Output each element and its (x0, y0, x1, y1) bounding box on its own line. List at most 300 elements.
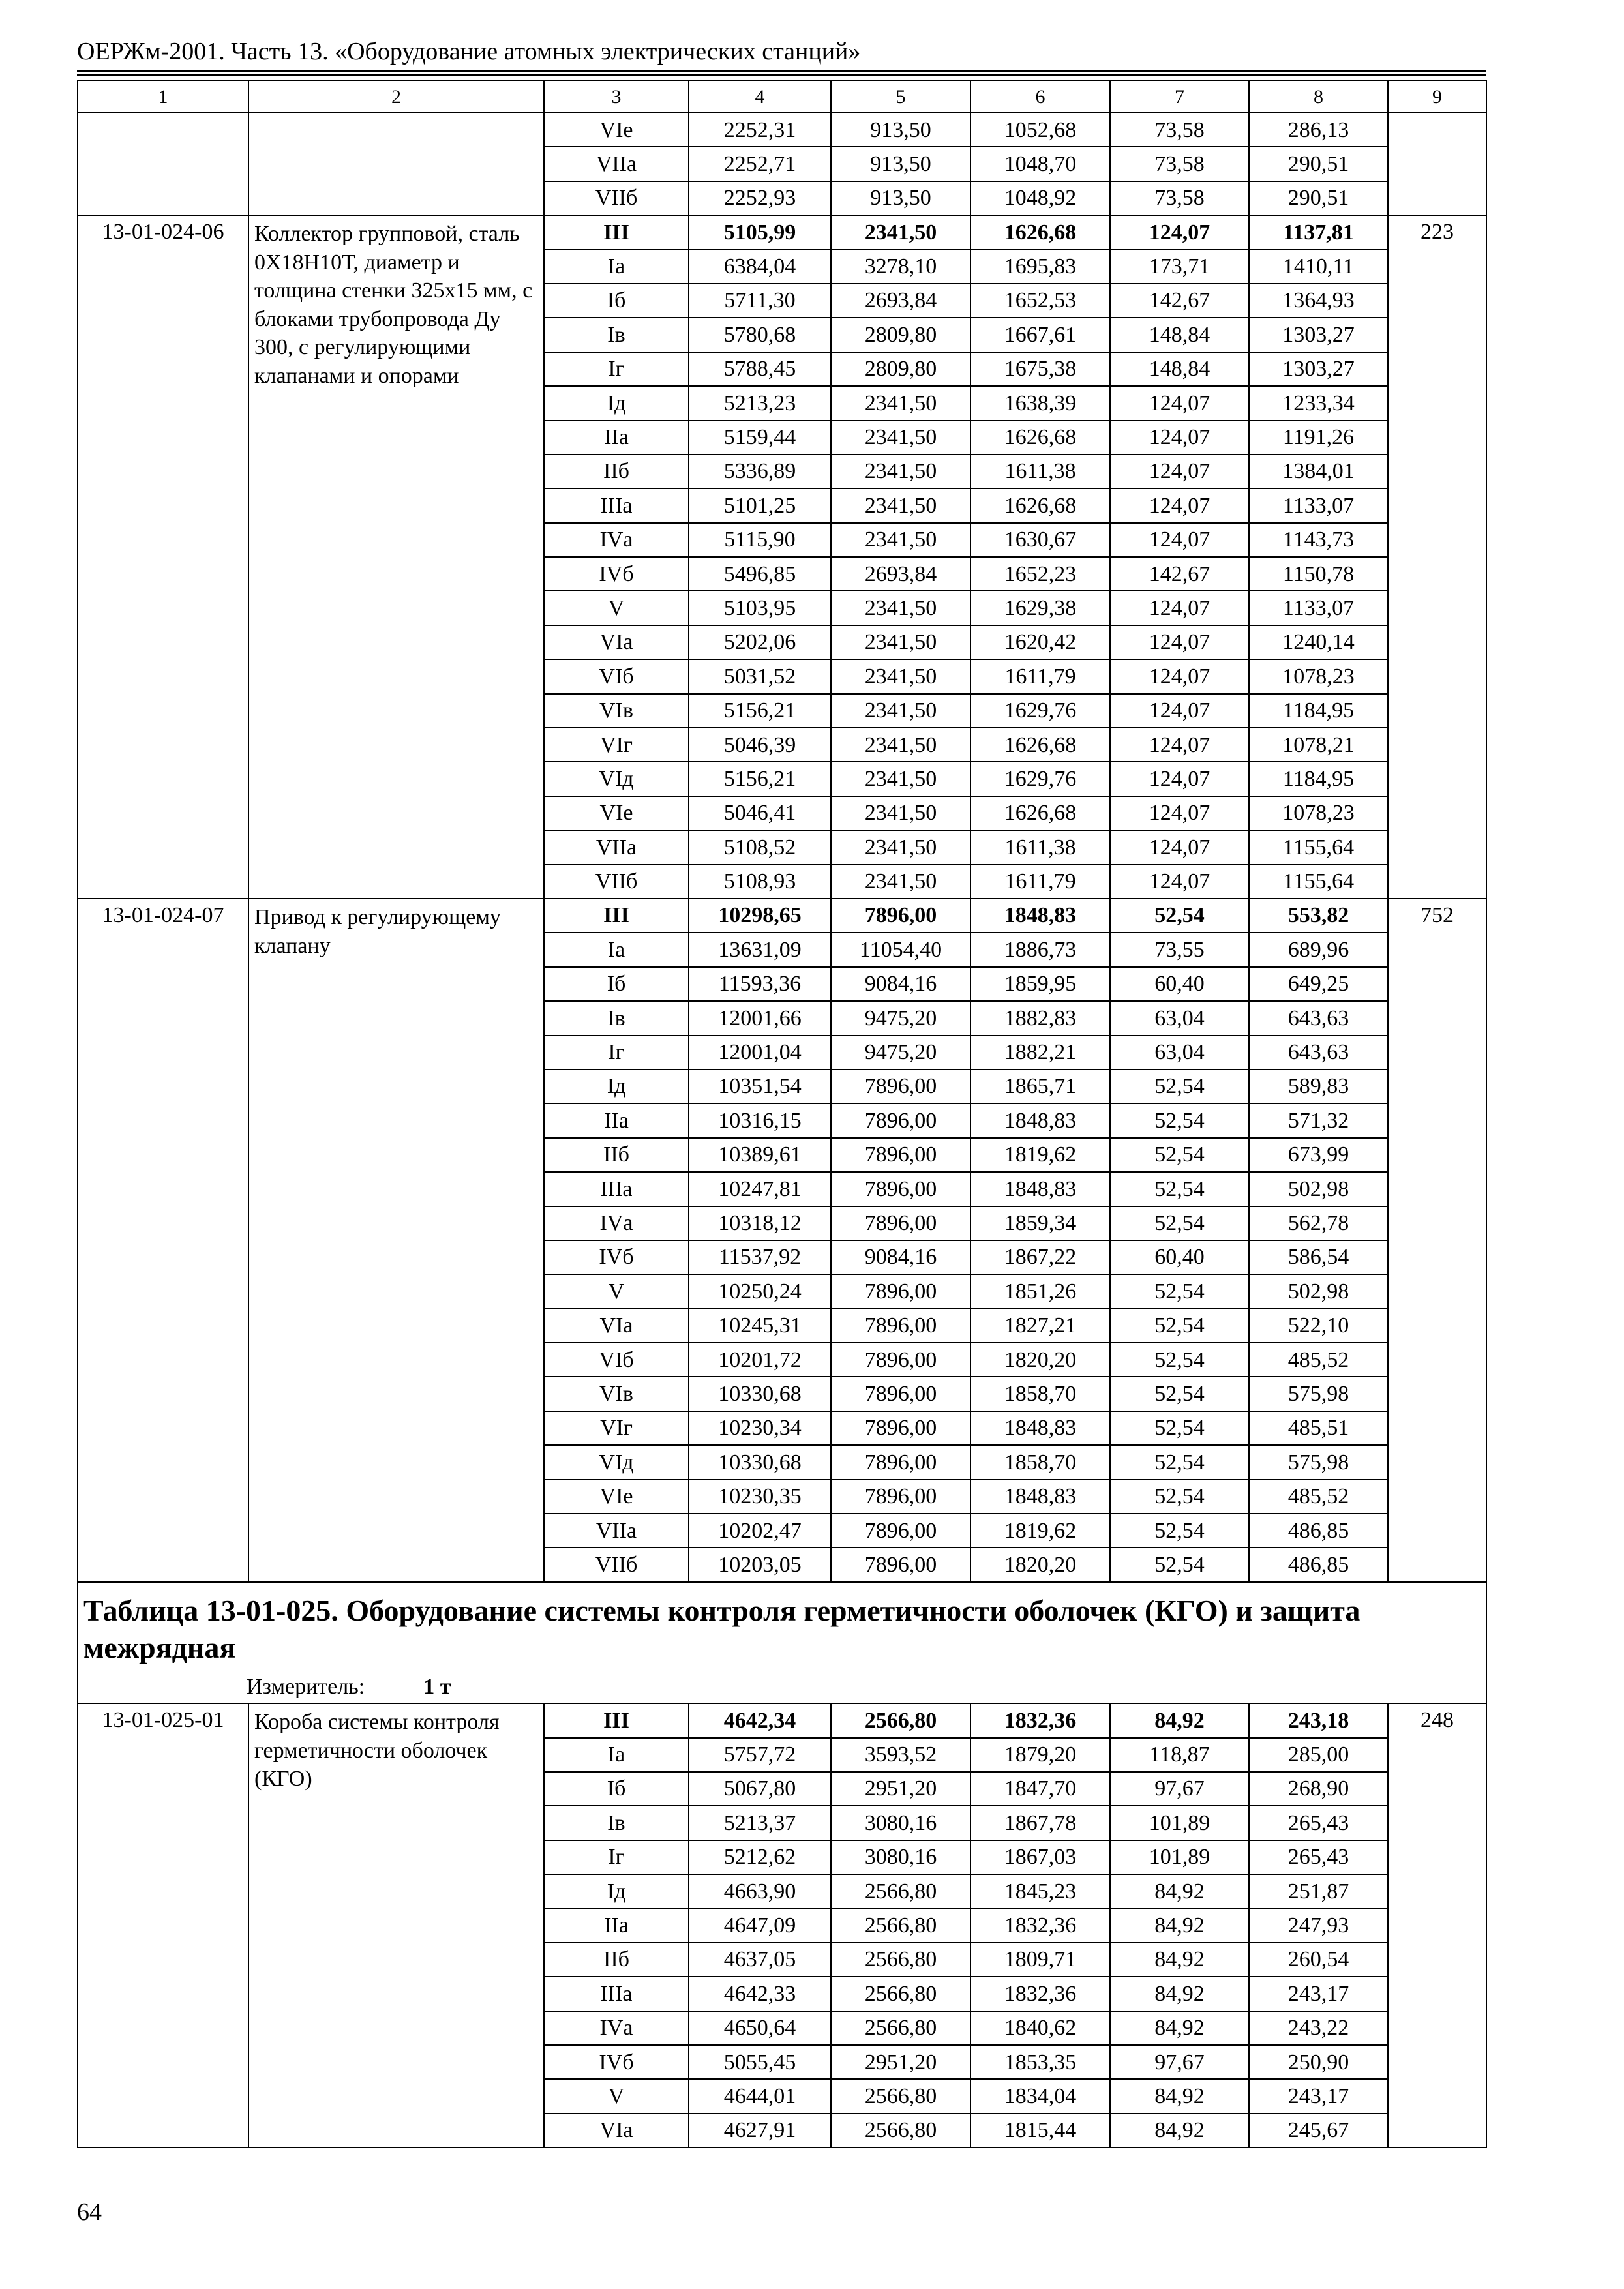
cell-region: Iб (544, 284, 689, 318)
cell-driver-wages: 52,54 (1110, 1411, 1249, 1445)
cell-machines: 1629,38 (970, 591, 1110, 625)
cell-driver-wages: 84,92 (1110, 1943, 1249, 1977)
cell-materials: 1133,07 (1249, 488, 1388, 522)
cell-wages: 7896,00 (831, 1480, 970, 1514)
cell-materials: 485,52 (1249, 1480, 1388, 1514)
cell-wages: 2341,50 (831, 421, 970, 455)
cell-materials: 673,99 (1249, 1138, 1388, 1172)
cell-machines: 1626,68 (970, 488, 1110, 522)
cell-machines: 1819,62 (970, 1138, 1110, 1172)
cell-region: Iа (544, 1738, 689, 1772)
cell-region: III (544, 215, 689, 249)
table-body (78, 80, 1486, 2147)
cell-materials: 1191,26 (1249, 421, 1388, 455)
cell-total-cost: 10230,35 (689, 1480, 831, 1514)
cell-materials: 1150,78 (1249, 557, 1388, 591)
cell-machines: 1611,38 (970, 455, 1110, 488)
cell-materials: 265,43 (1249, 1840, 1388, 1874)
cell-wages: 913,50 (831, 147, 970, 181)
cell-driver-wages: 52,54 (1110, 1480, 1249, 1514)
cell-driver-wages: 101,89 (1110, 1806, 1249, 1840)
cell-total-cost: 5496,85 (689, 557, 831, 591)
cell-wages: 7896,00 (831, 1206, 970, 1240)
cell-wages: 2566,80 (831, 1977, 970, 2011)
cell-machines: 1867,03 (970, 1840, 1110, 1874)
cell-total-cost: 5780,68 (689, 318, 831, 352)
cell-wages: 7896,00 (831, 1274, 970, 1308)
cell-code: 13-01-024-06 (78, 215, 248, 899)
cell-driver-wages: 84,92 (1110, 1909, 1249, 1943)
cell-wages: 7896,00 (831, 1309, 970, 1343)
cell-machines: 1626,68 (970, 728, 1110, 762)
column-number: 5 (831, 80, 970, 113)
cell-materials: 689,96 (1249, 933, 1388, 966)
cell-total-cost: 5788,45 (689, 352, 831, 386)
cell-machines: 1848,83 (970, 1480, 1110, 1514)
cell-region: IVб (544, 2045, 689, 2079)
cell-wages: 2566,80 (831, 2079, 970, 2113)
column-number: 6 (970, 80, 1110, 113)
cell-materials: 243,18 (1249, 1703, 1388, 1737)
cell-driver-wages: 73,55 (1110, 933, 1249, 966)
cell-total-cost: 11537,92 (689, 1240, 831, 1274)
cell-wages: 2951,20 (831, 2045, 970, 2079)
cell-region: VIIа (544, 1514, 689, 1548)
cell-total-cost: 5103,95 (689, 591, 831, 625)
cell-driver-wages: 73,58 (1110, 113, 1249, 147)
cell-region: Iа (544, 933, 689, 966)
cell-wages: 7896,00 (831, 1377, 970, 1411)
cell-region: Iд (544, 1070, 689, 1103)
cell-machines: 1819,62 (970, 1514, 1110, 1548)
cell-wages: 2341,50 (831, 591, 970, 625)
cell-driver-wages: 52,54 (1110, 1377, 1249, 1411)
cell-total-cost: 4644,01 (689, 2079, 831, 2113)
unit-label: Измеритель: (247, 1674, 365, 1699)
cell-wages: 7896,00 (831, 1411, 970, 1445)
column-number: 3 (544, 80, 689, 113)
cell-driver-wages: 84,92 (1110, 1977, 1249, 2011)
cell-materials: 1155,64 (1249, 830, 1388, 864)
cell-machines: 1652,23 (970, 557, 1110, 591)
column-number: 1 (78, 80, 248, 113)
cell-total-cost: 5711,30 (689, 284, 831, 318)
cell-region: IIа (544, 421, 689, 455)
cell-driver-wages: 148,84 (1110, 352, 1249, 386)
cell-total-cost: 10318,12 (689, 1206, 831, 1240)
cell-region: VIIа (544, 147, 689, 181)
cell-total-cost: 11593,36 (689, 967, 831, 1001)
cell-driver-wages: 52,54 (1110, 1309, 1249, 1343)
cell-total-cost: 10330,68 (689, 1445, 831, 1479)
cell-driver-wages: 124,07 (1110, 523, 1249, 557)
cell-driver-wages: 124,07 (1110, 455, 1249, 488)
cell-materials: 285,00 (1249, 1738, 1388, 1772)
cell-machines: 1630,67 (970, 523, 1110, 557)
header-rule-inner (77, 74, 1486, 76)
cell-materials: 649,25 (1249, 967, 1388, 1001)
cell-materials: 589,83 (1249, 1070, 1388, 1103)
cell-region: Iв (544, 1806, 689, 1840)
cell-total-cost: 6384,04 (689, 250, 831, 284)
section-row (78, 1582, 1486, 1703)
cell-name (248, 113, 544, 215)
cell-driver-wages: 84,92 (1110, 2114, 1249, 2147)
cell-wages: 2566,80 (831, 1703, 970, 1737)
cell-total-cost: 4650,64 (689, 2011, 831, 2045)
cell-region: IIа (544, 1909, 689, 1943)
cell-code (78, 113, 248, 215)
cell-wages: 2341,50 (831, 830, 970, 864)
cell-machines: 1611,38 (970, 830, 1110, 864)
cell-total-cost: 10298,65 (689, 899, 831, 933)
cell-wages: 2951,20 (831, 1772, 970, 1806)
cell-driver-wages: 60,40 (1110, 967, 1249, 1001)
cell-materials: 562,78 (1249, 1206, 1388, 1240)
cell-materials: 643,63 (1249, 1036, 1388, 1070)
cell-wages: 2566,80 (831, 2011, 970, 2045)
cell-region: VIе (544, 113, 689, 147)
cell-region: IIIа (544, 1977, 689, 2011)
cell-wages: 7896,00 (831, 1070, 970, 1103)
table-row (78, 899, 1486, 933)
cell-machines: 1809,71 (970, 1943, 1110, 1977)
cell-total-cost: 10203,05 (689, 1548, 831, 1581)
cell-wages: 2693,84 (831, 557, 970, 591)
cell-driver-wages: 97,67 (1110, 2045, 1249, 2079)
cell-total-cost: 5212,62 (689, 1840, 831, 1874)
cell-wages: 2341,50 (831, 625, 970, 659)
cell-driver-wages: 142,67 (1110, 284, 1249, 318)
cell-total-cost: 5213,23 (689, 386, 831, 420)
cell-name: Короба системы контроля герметичности оболочек (КГО) (248, 1703, 544, 2147)
cell-driver-wages: 52,54 (1110, 1138, 1249, 1172)
cell-region: IIб (544, 1138, 689, 1172)
cell-materials: 1303,27 (1249, 318, 1388, 352)
cell-materials: 286,13 (1249, 113, 1388, 147)
cell-materials: 243,17 (1249, 2079, 1388, 2113)
cell-driver-wages: 124,07 (1110, 625, 1249, 659)
cell-driver-wages: 124,07 (1110, 762, 1249, 796)
cell-region: Iд (544, 386, 689, 420)
cell-materials: 502,98 (1249, 1274, 1388, 1308)
cell-total-cost: 4642,34 (689, 1703, 831, 1737)
cell-machines: 1848,83 (970, 1411, 1110, 1445)
cell-total-cost: 10202,47 (689, 1514, 831, 1548)
cell-total-cost: 4647,09 (689, 1909, 831, 1943)
cell-total-cost: 5202,06 (689, 625, 831, 659)
cell-machines: 1882,83 (970, 1001, 1110, 1035)
cell-total-cost: 5105,99 (689, 215, 831, 249)
cell-machines: 1867,22 (970, 1240, 1110, 1274)
cell-driver-wages: 148,84 (1110, 318, 1249, 352)
cell-materials: 575,98 (1249, 1377, 1388, 1411)
cell-materials: 522,10 (1249, 1309, 1388, 1343)
table-row (78, 113, 1486, 147)
cell-materials: 260,54 (1249, 1943, 1388, 1977)
cell-region: IIа (544, 1103, 689, 1137)
cell-total-cost: 5046,39 (689, 728, 831, 762)
cell-materials: 485,51 (1249, 1411, 1388, 1445)
cell-driver-wages: 124,07 (1110, 865, 1249, 899)
cell-machines: 1626,68 (970, 796, 1110, 830)
cell-wages: 2341,50 (831, 386, 970, 420)
page-header: ОЕРЖм-2001. Часть 13. «Оборудование атомных электрических станций» (77, 38, 861, 65)
cell-wages: 2341,50 (831, 523, 970, 557)
cell-wages: 913,50 (831, 181, 970, 215)
cell-wages: 2341,50 (831, 796, 970, 830)
cell-machines: 1867,78 (970, 1806, 1110, 1840)
cell-total-cost: 12001,66 (689, 1001, 831, 1035)
cell-machines: 1851,26 (970, 1274, 1110, 1308)
cell-wages: 7896,00 (831, 899, 970, 933)
cell-wages: 3278,10 (831, 250, 970, 284)
cell-materials: 245,67 (1249, 2114, 1388, 2147)
cell-wages: 913,50 (831, 113, 970, 147)
cell-wages: 2341,50 (831, 215, 970, 249)
cell-driver-wages: 142,67 (1110, 557, 1249, 591)
column-number: 9 (1388, 80, 1486, 113)
cell-region: IVа (544, 523, 689, 557)
cell-region: Iб (544, 967, 689, 1001)
cell-region: VIе (544, 796, 689, 830)
cell-materials: 1078,21 (1249, 728, 1388, 762)
page-number: 64 (77, 2198, 102, 2226)
cell-driver-wages: 52,54 (1110, 899, 1249, 933)
cell-region: Iв (544, 318, 689, 352)
cell-driver-wages: 52,54 (1110, 1070, 1249, 1103)
cell-driver-wages: 52,54 (1110, 1548, 1249, 1581)
cell-region: Iг (544, 352, 689, 386)
cell-driver-wages: 124,07 (1110, 591, 1249, 625)
cell-materials: 502,98 (1249, 1172, 1388, 1206)
cell-col9: 752 (1388, 899, 1486, 1582)
cell-total-cost: 5757,72 (689, 1738, 831, 1772)
cell-wages: 2566,80 (831, 2114, 970, 2147)
cell-region: III (544, 1703, 689, 1737)
cell-materials: 643,63 (1249, 1001, 1388, 1035)
cell-col9 (1388, 113, 1486, 215)
column-number: 4 (689, 80, 831, 113)
cell-materials: 1364,93 (1249, 284, 1388, 318)
cell-driver-wages: 63,04 (1110, 1001, 1249, 1035)
cell-region: IVа (544, 1206, 689, 1240)
cell-driver-wages: 52,54 (1110, 1514, 1249, 1548)
cell-machines: 1879,20 (970, 1738, 1110, 1772)
cell-materials: 586,54 (1249, 1240, 1388, 1274)
cell-machines: 1848,83 (970, 1103, 1110, 1137)
cell-machines: 1695,83 (970, 250, 1110, 284)
cell-region: VIIб (544, 865, 689, 899)
cell-region: IIб (544, 1943, 689, 1977)
cell-materials: 1240,14 (1249, 625, 1388, 659)
cell-region: III (544, 899, 689, 933)
cell-total-cost: 5156,21 (689, 694, 831, 728)
column-number: 7 (1110, 80, 1249, 113)
cell-total-cost: 10316,15 (689, 1103, 831, 1137)
cell-wages: 2566,80 (831, 1874, 970, 1908)
cell-driver-wages: 173,71 (1110, 250, 1249, 284)
cell-wages: 7896,00 (831, 1343, 970, 1377)
cell-machines: 1832,36 (970, 1703, 1110, 1737)
cell-total-cost: 5108,93 (689, 865, 831, 899)
cell-region: Iб (544, 1772, 689, 1806)
column-number: 2 (248, 80, 544, 113)
cell-total-cost: 5031,52 (689, 659, 831, 693)
cell-machines: 1832,36 (970, 1909, 1110, 1943)
cell-wages: 2809,80 (831, 318, 970, 352)
cell-region: VIIа (544, 830, 689, 864)
price-table (77, 80, 1487, 2148)
cell-machines: 1859,34 (970, 1206, 1110, 1240)
cell-driver-wages: 52,54 (1110, 1274, 1249, 1308)
cell-machines: 1611,79 (970, 659, 1110, 693)
cell-materials: 251,87 (1249, 1874, 1388, 1908)
cell-machines: 1848,83 (970, 899, 1110, 933)
cell-machines: 1820,20 (970, 1548, 1110, 1581)
cell-driver-wages: 124,07 (1110, 694, 1249, 728)
table-row (78, 215, 1486, 249)
cell-machines: 1052,68 (970, 113, 1110, 147)
cell-wages: 9084,16 (831, 967, 970, 1001)
cell-total-cost: 10230,34 (689, 1411, 831, 1445)
cell-total-cost: 4663,90 (689, 1874, 831, 1908)
cell-region: IIIа (544, 488, 689, 522)
cell-machines: 1834,04 (970, 2079, 1110, 2113)
cell-machines: 1815,44 (970, 2114, 1110, 2147)
cell-machines: 1620,42 (970, 625, 1110, 659)
cell-wages: 9475,20 (831, 1001, 970, 1035)
cell-driver-wages: 52,54 (1110, 1343, 1249, 1377)
cell-materials: 485,52 (1249, 1343, 1388, 1377)
cell-total-cost: 10247,81 (689, 1172, 831, 1206)
cell-total-cost: 2252,31 (689, 113, 831, 147)
cell-materials: 1410,11 (1249, 250, 1388, 284)
cell-machines: 1629,76 (970, 762, 1110, 796)
cell-wages: 3080,16 (831, 1840, 970, 1874)
cell-driver-wages: 124,07 (1110, 421, 1249, 455)
cell-driver-wages: 52,54 (1110, 1206, 1249, 1240)
section-heading-cell (78, 1582, 1486, 1703)
cell-materials: 290,51 (1249, 147, 1388, 181)
cell-machines: 1858,70 (970, 1445, 1110, 1479)
cell-region: V (544, 1274, 689, 1308)
cell-total-cost: 10330,68 (689, 1377, 831, 1411)
cell-region: VIд (544, 762, 689, 796)
cell-wages: 7896,00 (831, 1445, 970, 1479)
cell-region: VIа (544, 625, 689, 659)
cell-wages: 2341,50 (831, 659, 970, 693)
cell-wages: 2341,50 (831, 865, 970, 899)
cell-region: VIг (544, 1411, 689, 1445)
cell-driver-wages: 124,07 (1110, 215, 1249, 249)
cell-driver-wages: 124,07 (1110, 796, 1249, 830)
cell-materials: 1384,01 (1249, 455, 1388, 488)
cell-region: Iд (544, 1874, 689, 1908)
cell-driver-wages: 52,54 (1110, 1445, 1249, 1479)
cell-machines: 1832,36 (970, 1977, 1110, 2011)
cell-machines: 1629,76 (970, 694, 1110, 728)
cell-region: Iа (544, 250, 689, 284)
cell-machines: 1638,39 (970, 386, 1110, 420)
cell-machines: 1847,70 (970, 1772, 1110, 1806)
cell-wages: 11054,40 (831, 933, 970, 966)
cell-region: Iг (544, 1840, 689, 1874)
cell-driver-wages: 124,07 (1110, 830, 1249, 864)
cell-machines: 1840,62 (970, 2011, 1110, 2045)
cell-region: VIв (544, 1377, 689, 1411)
cell-total-cost: 5336,89 (689, 455, 831, 488)
cell-machines: 1611,79 (970, 865, 1110, 899)
cell-materials: 247,93 (1249, 1909, 1388, 1943)
cell-wages: 7896,00 (831, 1548, 970, 1581)
cell-machines: 1652,53 (970, 284, 1110, 318)
cell-region: IIIа (544, 1172, 689, 1206)
cell-machines: 1865,71 (970, 1070, 1110, 1103)
cell-total-cost: 13631,09 (689, 933, 831, 966)
cell-driver-wages: 84,92 (1110, 1703, 1249, 1737)
cell-driver-wages: 73,58 (1110, 181, 1249, 215)
cell-total-cost: 2252,71 (689, 147, 831, 181)
cell-driver-wages: 124,07 (1110, 659, 1249, 693)
cell-total-cost: 5046,41 (689, 796, 831, 830)
cell-wages: 7896,00 (831, 1138, 970, 1172)
cell-materials: 243,17 (1249, 1977, 1388, 2011)
cell-driver-wages: 124,07 (1110, 728, 1249, 762)
cell-region: IVб (544, 557, 689, 591)
column-number: 8 (1249, 80, 1388, 113)
cell-wages: 9084,16 (831, 1240, 970, 1274)
cell-total-cost: 5067,80 (689, 1772, 831, 1806)
cell-region: V (544, 591, 689, 625)
cell-wages: 7896,00 (831, 1172, 970, 1206)
cell-region: Iв (544, 1001, 689, 1035)
cell-machines: 1667,61 (970, 318, 1110, 352)
cell-materials: 290,51 (1249, 181, 1388, 215)
cell-driver-wages: 73,58 (1110, 147, 1249, 181)
cell-driver-wages: 84,92 (1110, 2011, 1249, 2045)
cell-region: VIб (544, 659, 689, 693)
section-title: Таблица 13-01-025. Оборудование системы контроля герметичности оболочек (КГО) и защита межрядная (83, 1593, 1361, 1665)
cell-driver-wages: 97,67 (1110, 1772, 1249, 1806)
cell-wages: 7896,00 (831, 1103, 970, 1137)
cell-wages: 3593,52 (831, 1738, 970, 1772)
cell-driver-wages: 84,92 (1110, 1874, 1249, 1908)
cell-wages: 2341,50 (831, 728, 970, 762)
cell-total-cost: 5108,52 (689, 830, 831, 864)
cell-materials: 250,90 (1249, 2045, 1388, 2079)
cell-region: VIIб (544, 181, 689, 215)
cell-machines: 1853,35 (970, 2045, 1110, 2079)
cell-total-cost: 10250,24 (689, 1274, 831, 1308)
cell-materials: 575,98 (1249, 1445, 1388, 1479)
cell-wages: 2341,50 (831, 694, 970, 728)
cell-col9: 248 (1388, 1703, 1486, 2147)
cell-total-cost: 10351,54 (689, 1070, 831, 1103)
cell-machines: 1626,68 (970, 421, 1110, 455)
cell-col9: 223 (1388, 215, 1486, 899)
cell-materials: 1137,81 (1249, 215, 1388, 249)
cell-total-cost: 5156,21 (689, 762, 831, 796)
cell-total-cost: 10389,61 (689, 1138, 831, 1172)
cell-region: Iг (544, 1036, 689, 1070)
cell-machines: 1886,73 (970, 933, 1110, 966)
cell-driver-wages: 63,04 (1110, 1036, 1249, 1070)
cell-materials: 1078,23 (1249, 659, 1388, 693)
cell-region: VIг (544, 728, 689, 762)
cell-machines: 1820,20 (970, 1343, 1110, 1377)
cell-machines: 1845,23 (970, 1874, 1110, 1908)
